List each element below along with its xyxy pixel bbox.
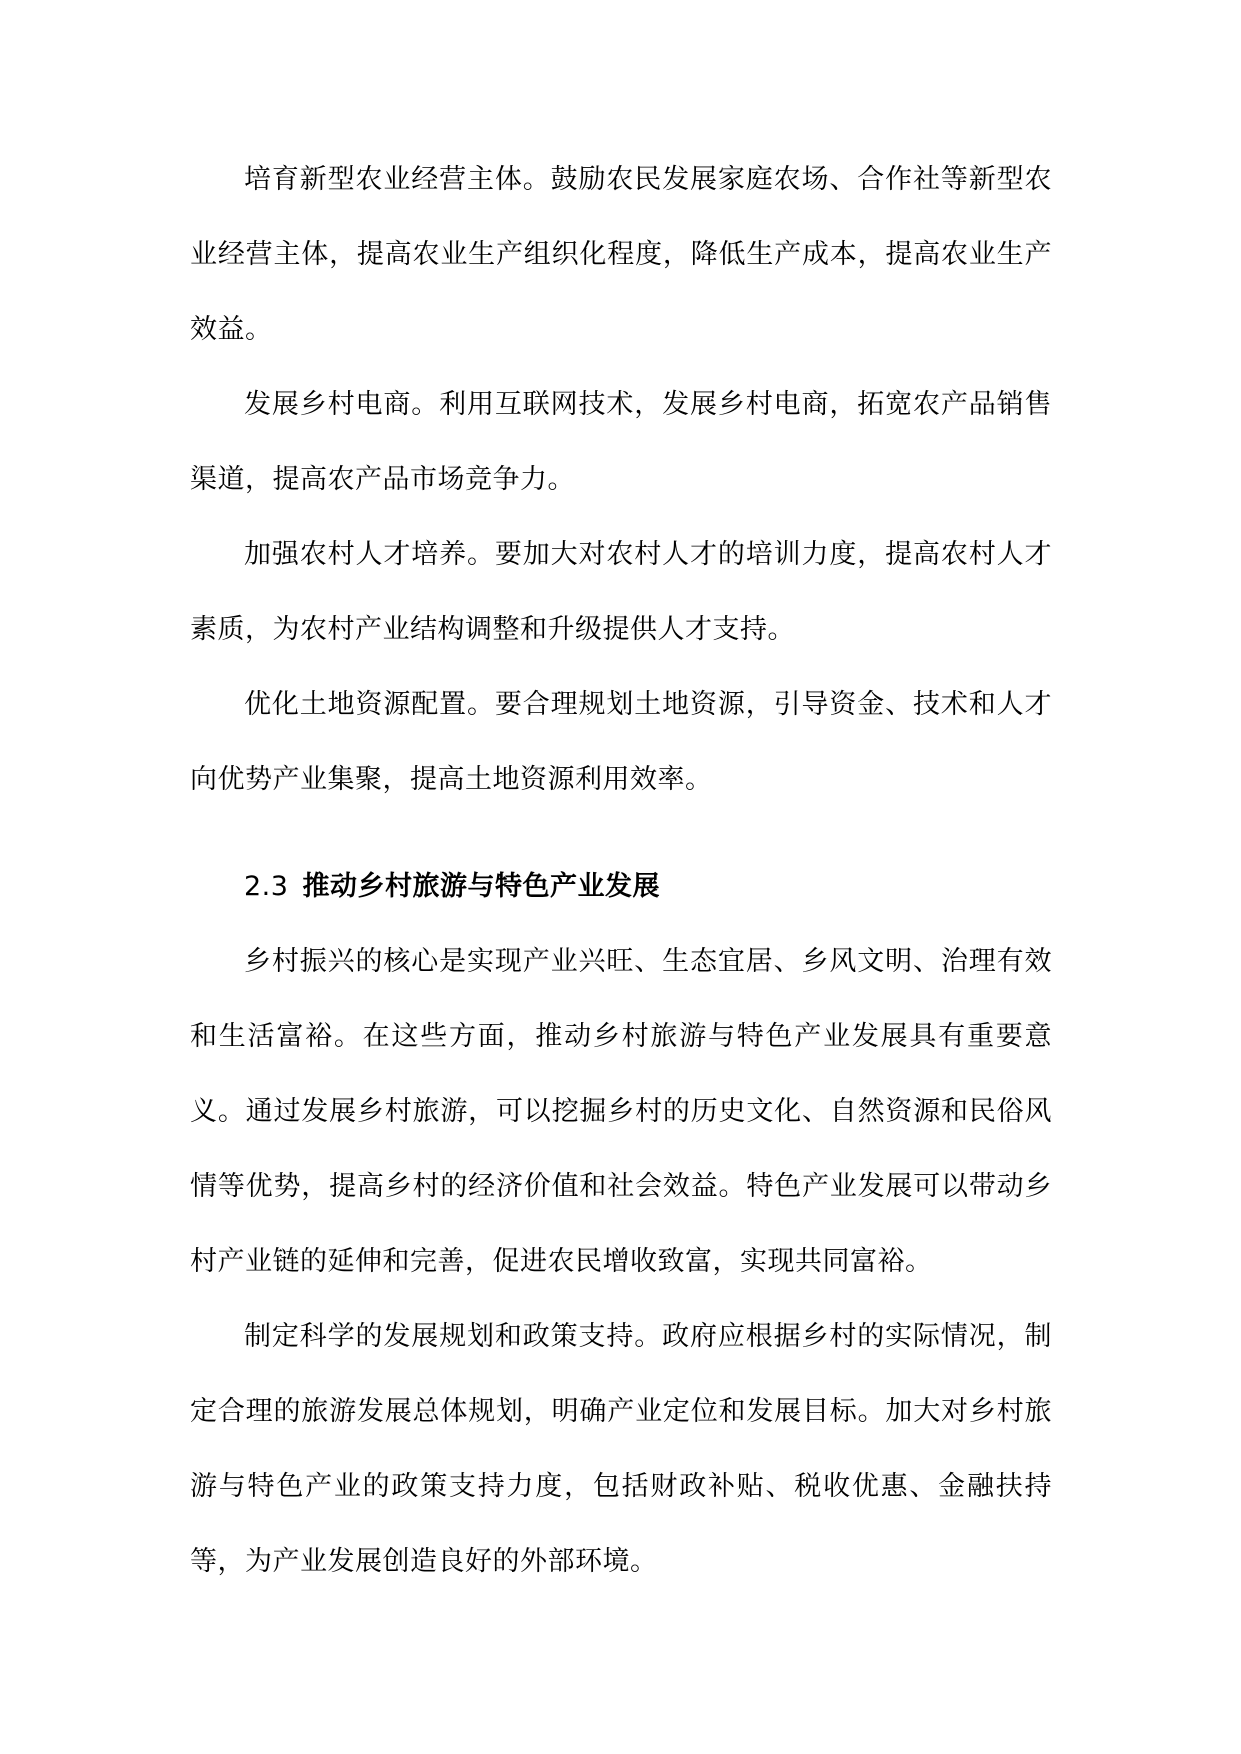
section-title: 推动乡村旅游与特色产业发展: [302, 871, 660, 902]
paragraph: 乡村振兴的核心是实现产业兴旺、生态宜居、乡风文明、治理有效和生活富裕。在这些方面，推动乡村旅游与特色产业发展具有重要意义。通过发展乡村旅游，可以挖掘乡村的历史文化、自然资源和民俗风情等优势，提高乡村的经济价值和社会效益。特色产业发展可以带动乡村产业链的延伸和完善，促进农民增收致富，实现共同富裕。: [190, 946, 1052, 1277]
paragraph: 发展乡村电商。利用互联网技术，发展乡村电商，拓宽农产品销售渠道，提高农产品市场竞争力。: [190, 389, 1052, 495]
section-number: 2.3: [244, 871, 289, 902]
section-heading: [190, 849, 1052, 924]
paragraph: 培育新型农业经营主体。鼓励农民发展家庭农场、合作社等新型农业经营主体，提高农业生产组织化程度，降低生产成本，提高农业生产效益。: [190, 164, 1052, 345]
paragraph: 优化土地资源配置。要合理规划土地资源，引导资金、技术和人才向优势产业集聚，提高土地资源利用效率。: [190, 689, 1052, 795]
paragraph: 制定科学的发展规划和政策支持。政府应根据乡村的实际情况，制定合理的旅游发展总体规划，明确产业定位和发展目标。加大对乡村旅游与特色产业的政策支持力度，包括财政补贴、税收优惠、金融扶持等，为产业发展创造良好的外部环境。: [190, 1321, 1052, 1577]
document-body: [190, 142, 1052, 1599]
paragraph: 加强农村人才培养。要加大对农村人才的培训力度，提高农村人才素质，为农村产业结构调整和升级提供人才支持。: [190, 539, 1052, 645]
